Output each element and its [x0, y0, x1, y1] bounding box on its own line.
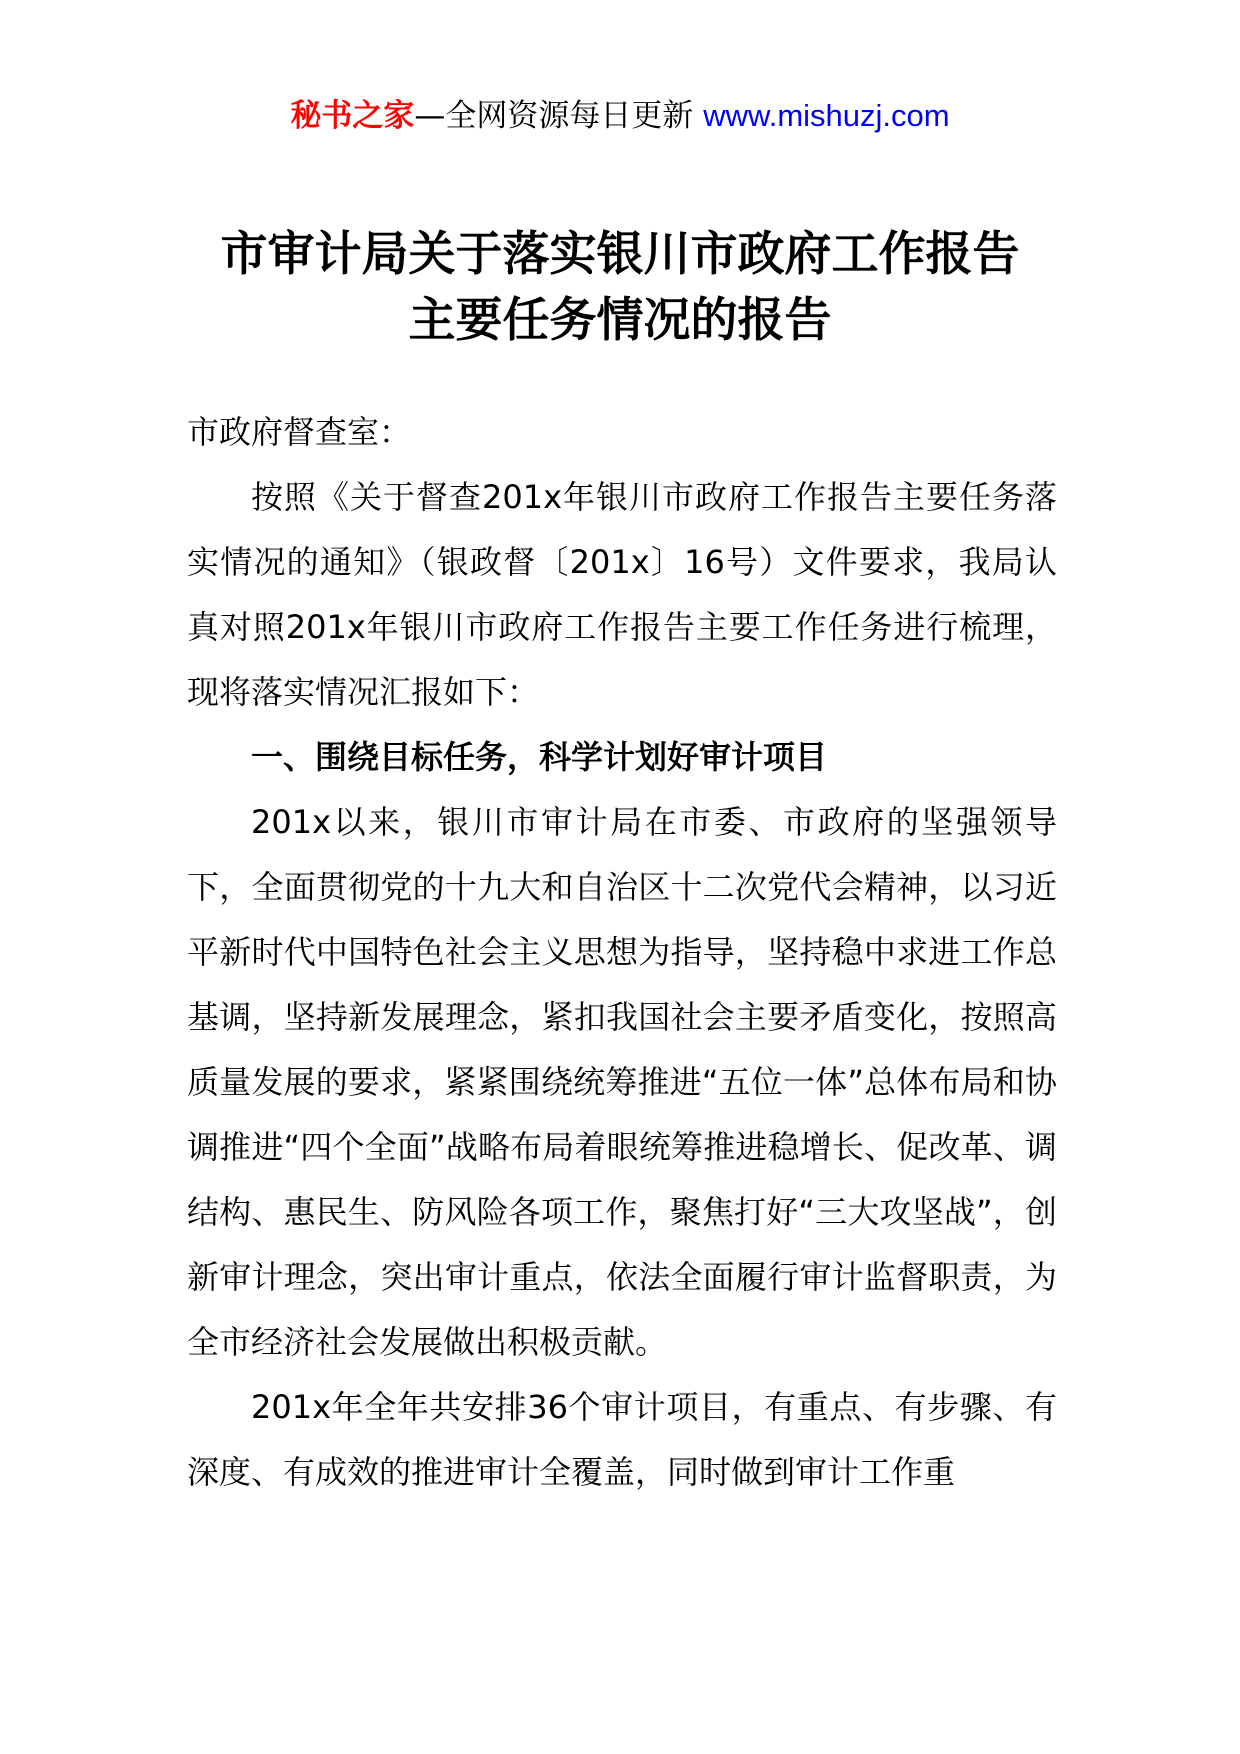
banner-url-link[interactable]: www.mishuzj.com — [703, 98, 950, 133]
title-line-2: 主要任务情况的报告 — [408, 293, 832, 348]
banner-brand: 秘书之家 — [290, 98, 415, 134]
document-title — [0, 222, 1240, 354]
salutation: 市政府督查室： — [187, 413, 412, 451]
paragraph-intro: 按照《关于督查201x年银川市政府工作报告主要任务落实情况的通知》（银政督〔201x〕16号）文件要求，我局认真对照201x年银川市政府工作报告主要工作任务进行梳理，现将落实情况汇报如下： — [187, 478, 1057, 711]
site-banner — [0, 96, 1240, 136]
title-line-1: 市审计局关于落实银川市政府工作报告 — [220, 227, 1020, 282]
document-body — [187, 413, 1057, 1505]
paragraph-projects: 201x年全年共安排36个审计项目，有重点、有步骤、有深度、有成效的推进审计全覆盖，同时做到审计工作重 — [187, 1388, 1057, 1491]
paragraph-overview: 201x以来，银川市审计局在市委、市政府的坚强领导下，全面贯彻党的十九大和自治区十二次党代会精神，以习近平新时代中国特色社会主义思想为指导，坚持稳中求进工作总基调，坚持新发展理念，紧扣我国社会主要矛盾变化，按照高质量发展的要求，紧紧围绕统筹推进“五位一体”总体布局和协调推进“四个全面”战略布局着眼统筹推进稳增长、促改革、调结构、惠民生、防风险各项工作，聚焦打好“三大攻坚战”，创新审计理念，突出审计重点，依法全面履行审计监督职责，为全市经济社会发展做出积极贡献。 — [187, 803, 1057, 1361]
section-heading-1: 一、围绕目标任务，科学计划好审计项目 — [251, 738, 828, 776]
banner-slogan: —全网资源每日更新 — [414, 98, 694, 134]
